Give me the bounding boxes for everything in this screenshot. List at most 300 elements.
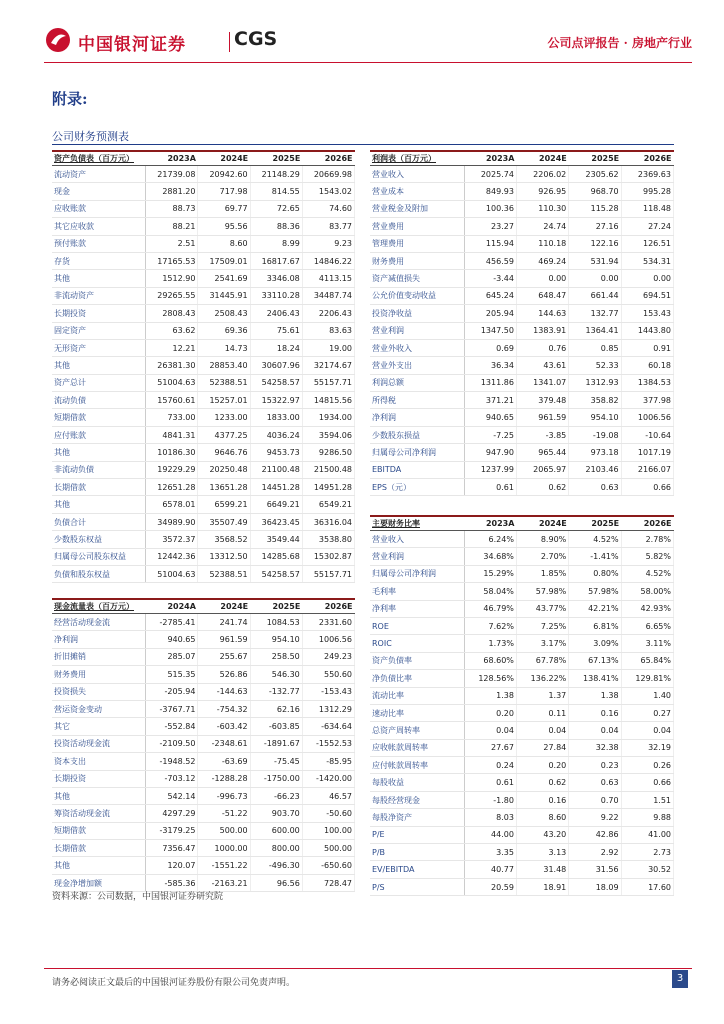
column-header: 2025E <box>250 599 302 614</box>
cell-value: 249.23 <box>302 648 354 665</box>
row-label: EPS（元） <box>370 479 464 496</box>
table-row <box>370 548 674 565</box>
table-row <box>370 757 674 774</box>
cell-value: 1.51 <box>621 791 673 808</box>
row-label: 非流动负债 <box>52 461 146 478</box>
cell-value: 961.59 <box>198 631 250 648</box>
cell-value: 32.38 <box>569 739 621 756</box>
cell-value: 21500.48 <box>302 461 354 478</box>
row-label: 负债合计 <box>52 513 146 530</box>
cell-value: -153.43 <box>302 683 354 700</box>
row-label: P/S <box>370 878 464 895</box>
table-row <box>370 479 674 496</box>
table-row <box>52 683 355 700</box>
cell-value: 7.25% <box>516 617 568 634</box>
cell-value: 27.67 <box>464 739 516 756</box>
cell-value: -132.77 <box>250 683 302 700</box>
row-label: 其他 <box>52 496 146 513</box>
cell-value: -996.73 <box>198 787 250 804</box>
row-label: 其他 <box>52 857 146 874</box>
row-label: 应付帐款周转率 <box>370 757 464 774</box>
cell-value: 2508.43 <box>198 305 250 322</box>
cell-value: 205.94 <box>464 305 516 322</box>
cell-value: 67.13% <box>569 652 621 669</box>
cell-value: 995.28 <box>621 183 673 200</box>
cell-value: 110.30 <box>516 200 568 217</box>
cell-value: 46.79% <box>464 600 516 617</box>
table-row <box>52 270 355 287</box>
row-label: 营运资金变动 <box>52 700 146 717</box>
cell-value: 9286.50 <box>302 444 354 461</box>
cell-value: 12.21 <box>146 339 198 356</box>
cell-value: 8.90% <box>516 531 568 548</box>
table-title: 利润表（百万元） <box>370 151 464 166</box>
cell-value: 0.23 <box>569 757 621 774</box>
cell-value: 33110.28 <box>250 287 302 304</box>
cell-value: 115.28 <box>569 200 621 217</box>
table-row <box>52 496 355 513</box>
cell-value: 83.77 <box>302 218 354 235</box>
cell-value: 96.56 <box>250 874 302 891</box>
cell-value: 0.26 <box>621 757 673 774</box>
column-header: 2026E <box>302 599 354 614</box>
table-row <box>370 183 674 200</box>
row-label: 净利率 <box>370 600 464 617</box>
cell-value: 4377.25 <box>198 426 250 443</box>
cell-value: 358.82 <box>569 392 621 409</box>
table-row <box>370 166 674 183</box>
cell-value: -603.85 <box>250 718 302 735</box>
row-label: 利润总额 <box>370 374 464 391</box>
cell-value: 456.59 <box>464 252 516 269</box>
cell-value: 52.33 <box>569 357 621 374</box>
table-row <box>52 479 355 496</box>
table-row <box>52 753 355 770</box>
cell-value: 954.10 <box>569 409 621 426</box>
cell-value: 129.81% <box>621 670 673 687</box>
cell-value: 0.66 <box>621 774 673 791</box>
cell-value: 69.77 <box>198 200 250 217</box>
row-label: 营业收入 <box>370 531 464 548</box>
cell-value: 14951.28 <box>302 479 354 496</box>
cell-value: 13651.28 <box>198 479 250 496</box>
column-header: 2024E <box>516 516 568 531</box>
row-label: 营业利润 <box>370 548 464 565</box>
cell-value: 0.85 <box>569 339 621 356</box>
row-label: 资本支出 <box>52 753 146 770</box>
report-type: 公司点评报告 · 房地产行业 <box>547 36 692 50</box>
cell-value: 717.98 <box>198 183 250 200</box>
cell-value: 961.59 <box>516 409 568 426</box>
row-label: 资产总计 <box>52 374 146 391</box>
table-row <box>52 735 355 752</box>
cell-value: 32174.67 <box>302 357 354 374</box>
cell-value: 965.44 <box>516 444 568 461</box>
cell-value: 1384.53 <box>621 374 673 391</box>
cell-value: 6.81% <box>569 617 621 634</box>
cell-value: 2065.97 <box>516 461 568 478</box>
cell-value: 88.21 <box>146 218 198 235</box>
row-label: 投资净收益 <box>370 305 464 322</box>
cell-value: 2369.63 <box>621 166 673 183</box>
row-label: 投资活动现金流 <box>52 735 146 752</box>
cell-value: 60.18 <box>621 357 673 374</box>
row-label: P/B <box>370 844 464 861</box>
row-label: 流动资产 <box>52 166 146 183</box>
cell-value: 118.48 <box>621 200 673 217</box>
cell-value: 18.09 <box>569 878 621 895</box>
table-row <box>52 614 355 631</box>
row-label: 净利润 <box>52 631 146 648</box>
row-label: 其他 <box>52 270 146 287</box>
row-label: 应收帐款周转率 <box>370 739 464 756</box>
cell-value: 44.00 <box>464 826 516 843</box>
cell-value: 550.60 <box>302 666 354 683</box>
cell-value: 12651.28 <box>146 479 198 496</box>
cell-value: 21100.48 <box>250 461 302 478</box>
cell-value: 531.94 <box>569 252 621 269</box>
cell-value: 940.65 <box>146 631 198 648</box>
cell-value: 40.77 <box>464 861 516 878</box>
cell-value: 9.88 <box>621 809 673 826</box>
cell-value: 75.61 <box>250 322 302 339</box>
cell-value: 0.16 <box>569 704 621 721</box>
cell-value: 0.04 <box>621 722 673 739</box>
section-divider <box>52 144 674 145</box>
column-header: 2025E <box>569 516 621 531</box>
cell-value: 57.98% <box>569 583 621 600</box>
column-header: 2024E <box>198 599 250 614</box>
row-label: 应收账款 <box>52 200 146 217</box>
table-row <box>370 617 674 634</box>
table-row <box>52 548 355 565</box>
cell-value: 6649.21 <box>250 496 302 513</box>
cell-value: 3594.06 <box>302 426 354 443</box>
cell-value: 0.62 <box>516 774 568 791</box>
table-row <box>52 374 355 391</box>
row-label: 短期借款 <box>52 822 146 839</box>
cell-value: 42.21% <box>569 600 621 617</box>
table-row <box>370 409 674 426</box>
cell-value: 6578.01 <box>146 496 198 513</box>
cell-value: -1948.52 <box>146 753 198 770</box>
cell-value: 4841.31 <box>146 426 198 443</box>
cell-value: 1347.50 <box>464 322 516 339</box>
table-row <box>370 826 674 843</box>
table-row <box>52 787 355 804</box>
cell-value: -75.45 <box>250 753 302 770</box>
cell-value: 21148.29 <box>250 166 302 183</box>
table-row <box>370 218 674 235</box>
cell-value: 4.52% <box>569 531 621 548</box>
table-header-row <box>52 151 355 166</box>
row-label: 速动比率 <box>370 704 464 721</box>
cell-value: 54258.57 <box>250 374 302 391</box>
cell-value: 21739.08 <box>146 166 198 183</box>
cell-value: -2785.41 <box>146 614 198 631</box>
cell-value: 115.94 <box>464 235 516 252</box>
cell-value: 0.63 <box>569 774 621 791</box>
cell-value: 144.63 <box>516 305 568 322</box>
cell-value: -2348.61 <box>198 735 250 752</box>
table-row <box>52 513 355 530</box>
cell-value: 0.69 <box>464 339 516 356</box>
row-label: 资产负债率 <box>370 652 464 669</box>
table-row <box>52 305 355 322</box>
row-label: 固定资产 <box>52 322 146 339</box>
cell-value: 51004.63 <box>146 374 198 391</box>
cell-value: 814.55 <box>250 183 302 200</box>
cell-value: 58.04% <box>464 583 516 600</box>
appendix-title: 附录: <box>52 90 88 108</box>
cell-value: 849.93 <box>464 183 516 200</box>
cell-value: 2406.43 <box>250 305 302 322</box>
cell-value: 542.14 <box>146 787 198 804</box>
cell-value: -1750.00 <box>250 770 302 787</box>
cell-value: 1006.56 <box>621 409 673 426</box>
row-label: 其他 <box>52 357 146 374</box>
column-header: 2023A <box>146 151 198 166</box>
cell-value: 2.78% <box>621 531 673 548</box>
cell-value: 29265.55 <box>146 287 198 304</box>
cell-value: 126.51 <box>621 235 673 252</box>
cell-value: 14451.28 <box>250 479 302 496</box>
data-source: 资料来源：公司数据，中国银河证券研究院 <box>52 892 224 902</box>
row-label: 应付账款 <box>52 426 146 443</box>
table-row <box>370 339 674 356</box>
financial-ratios-table <box>370 515 674 896</box>
cell-value: 1341.07 <box>516 374 568 391</box>
row-label: 每股净资产 <box>370 809 464 826</box>
cell-value: 1.85% <box>516 565 568 582</box>
table-row <box>370 722 674 739</box>
cell-value: 2206.02 <box>516 166 568 183</box>
row-label: 毛利率 <box>370 583 464 600</box>
row-label: 现金净增加额 <box>52 874 146 891</box>
cell-value: 65.84% <box>621 652 673 669</box>
column-header: 2025E <box>250 151 302 166</box>
cell-value: 13312.50 <box>198 548 250 565</box>
table-row <box>370 878 674 895</box>
table-header-row <box>370 516 674 531</box>
cell-value: 0.16 <box>516 791 568 808</box>
cell-value: 645.24 <box>464 287 516 304</box>
table-row <box>370 270 674 287</box>
cell-value: 6.65% <box>621 617 673 634</box>
row-label: 少数股东损益 <box>370 426 464 443</box>
table-title: 主要财务比率 <box>370 516 464 531</box>
cell-value: 88.36 <box>250 218 302 235</box>
cell-value: 0.66 <box>621 479 673 496</box>
cell-value: 100.36 <box>464 200 516 217</box>
table-row <box>52 409 355 426</box>
cell-value: 14846.22 <box>302 252 354 269</box>
table-row <box>370 809 674 826</box>
cell-value: 23.27 <box>464 218 516 235</box>
cell-value: 648.47 <box>516 287 568 304</box>
logo-en: CGS <box>234 28 278 50</box>
cell-value: 4.52% <box>621 565 673 582</box>
row-label: 短期借款 <box>52 409 146 426</box>
cell-value: 2166.07 <box>621 461 673 478</box>
cell-value: 1000.00 <box>198 840 250 857</box>
income-statement-table <box>370 150 674 496</box>
cell-value: 258.50 <box>250 648 302 665</box>
cell-value: -10.64 <box>621 426 673 443</box>
table-row <box>52 718 355 735</box>
cell-value: 973.18 <box>569 444 621 461</box>
cell-value: -1420.00 <box>302 770 354 787</box>
table-row <box>370 287 674 304</box>
cell-value: 27.16 <box>569 218 621 235</box>
row-label: 其他 <box>52 444 146 461</box>
cell-value: 3.09% <box>569 635 621 652</box>
table-row <box>52 426 355 443</box>
cell-value: 31445.91 <box>198 287 250 304</box>
table-row <box>52 840 355 857</box>
cell-value: 88.73 <box>146 200 198 217</box>
column-header: 2024A <box>146 599 198 614</box>
cell-value: 0.91 <box>621 339 673 356</box>
column-header: 2024E <box>198 151 250 166</box>
cell-value: 0.63 <box>569 479 621 496</box>
cell-value: 1.73% <box>464 635 516 652</box>
cell-value: 0.11 <box>516 704 568 721</box>
table-row <box>370 357 674 374</box>
cell-value: 55157.71 <box>302 374 354 391</box>
row-label: 营业外支出 <box>370 357 464 374</box>
table-title: 资产负债表（百万元） <box>52 151 146 166</box>
row-label: 投资损失 <box>52 683 146 700</box>
table-row <box>52 805 355 822</box>
table-row <box>370 687 674 704</box>
cell-value: 6549.21 <box>302 496 354 513</box>
cell-value: 8.03 <box>464 809 516 826</box>
table-row <box>370 704 674 721</box>
cell-value: 4297.29 <box>146 805 198 822</box>
cell-value: -2109.50 <box>146 735 198 752</box>
column-header: 2023A <box>464 516 516 531</box>
cell-value: 15760.61 <box>146 392 198 409</box>
cell-value: 5.82% <box>621 548 673 565</box>
table-row <box>370 374 674 391</box>
cell-value: 0.24 <box>464 757 516 774</box>
cell-value: -1891.67 <box>250 735 302 752</box>
cell-value: -496.30 <box>250 857 302 874</box>
cell-value: 10186.30 <box>146 444 198 461</box>
cell-value: -1.80 <box>464 791 516 808</box>
cell-value: 120.07 <box>146 857 198 874</box>
row-label: 营业费用 <box>370 218 464 235</box>
cell-value: 42.93% <box>621 600 673 617</box>
cell-value: 20250.48 <box>198 461 250 478</box>
cell-value: 2.51 <box>146 235 198 252</box>
column-header: 2026E <box>302 151 354 166</box>
cell-value: 2.70% <box>516 548 568 565</box>
table-row <box>52 700 355 717</box>
cell-value: 371.21 <box>464 392 516 409</box>
row-label: EV/EBITDA <box>370 861 464 878</box>
cell-value: -3.85 <box>516 426 568 443</box>
cell-value: 16817.67 <box>250 252 302 269</box>
cell-value: 2808.43 <box>146 305 198 322</box>
cell-value: 3.17% <box>516 635 568 652</box>
cell-value: 1512.90 <box>146 270 198 287</box>
cell-value: 534.31 <box>621 252 673 269</box>
cell-value: 1.38 <box>464 687 516 704</box>
cell-value: 35507.49 <box>198 513 250 530</box>
cell-value: 1233.00 <box>198 409 250 426</box>
cell-value: 34.68% <box>464 548 516 565</box>
cell-value: 8.60 <box>198 235 250 252</box>
cell-value: 15302.87 <box>302 548 354 565</box>
cell-value: 20942.60 <box>198 166 250 183</box>
row-label: 财务费用 <box>52 666 146 683</box>
cell-value: 947.90 <box>464 444 516 461</box>
cell-value: 1833.00 <box>250 409 302 426</box>
cell-value: 18.24 <box>250 339 302 356</box>
row-label: 财务费用 <box>370 252 464 269</box>
disclaimer-note: 请务必阅读正文最后的中国银河证券股份有限公司免责声明。 <box>52 978 296 988</box>
cell-value: 4113.15 <box>302 270 354 287</box>
row-label: 公允价值变动收益 <box>370 287 464 304</box>
cell-value: 0.61 <box>464 479 516 496</box>
row-label: 归属母公司净利润 <box>370 444 464 461</box>
cell-value: 24.74 <box>516 218 568 235</box>
cell-value: 1312.93 <box>569 374 621 391</box>
cell-value: 36316.04 <box>302 513 354 530</box>
cell-value: -205.94 <box>146 683 198 700</box>
cell-value: 1543.02 <box>302 183 354 200</box>
cell-value: 0.61 <box>464 774 516 791</box>
column-header: 2025E <box>569 151 621 166</box>
table-row <box>52 339 355 356</box>
cell-value: 1383.91 <box>516 322 568 339</box>
table-row <box>52 357 355 374</box>
cell-value: 63.62 <box>146 322 198 339</box>
row-label: 其它应收款 <box>52 218 146 235</box>
cell-value: -63.69 <box>198 753 250 770</box>
cell-value: 43.77% <box>516 600 568 617</box>
table-row <box>370 739 674 756</box>
row-label: 长期投资 <box>52 770 146 787</box>
table-row <box>370 531 674 548</box>
cell-value: 940.65 <box>464 409 516 426</box>
cell-value: 1311.86 <box>464 374 516 391</box>
row-label: 归属母公司股东权益 <box>52 548 146 565</box>
cell-value: 46.57 <box>302 787 354 804</box>
logo-cn: 中国银河证券 <box>78 35 186 55</box>
page-header <box>44 20 692 64</box>
cell-value: 26381.30 <box>146 357 198 374</box>
table-row <box>52 183 355 200</box>
cell-value: 55157.71 <box>302 565 354 582</box>
row-label: 长期投资 <box>52 305 146 322</box>
cell-value: 526.86 <box>198 666 250 683</box>
row-label: ROE <box>370 617 464 634</box>
cell-value: 3572.37 <box>146 531 198 548</box>
table-row <box>370 444 674 461</box>
cell-value: 1.38 <box>569 687 621 704</box>
cell-value: 0.20 <box>516 757 568 774</box>
cell-value: 6.24% <box>464 531 516 548</box>
cell-value: 51004.63 <box>146 565 198 582</box>
cell-value: 100.00 <box>302 822 354 839</box>
cell-value: 15.29% <box>464 565 516 582</box>
cell-value: 136.22% <box>516 670 568 687</box>
cell-value: 67.78% <box>516 652 568 669</box>
row-label: 营业利润 <box>370 322 464 339</box>
